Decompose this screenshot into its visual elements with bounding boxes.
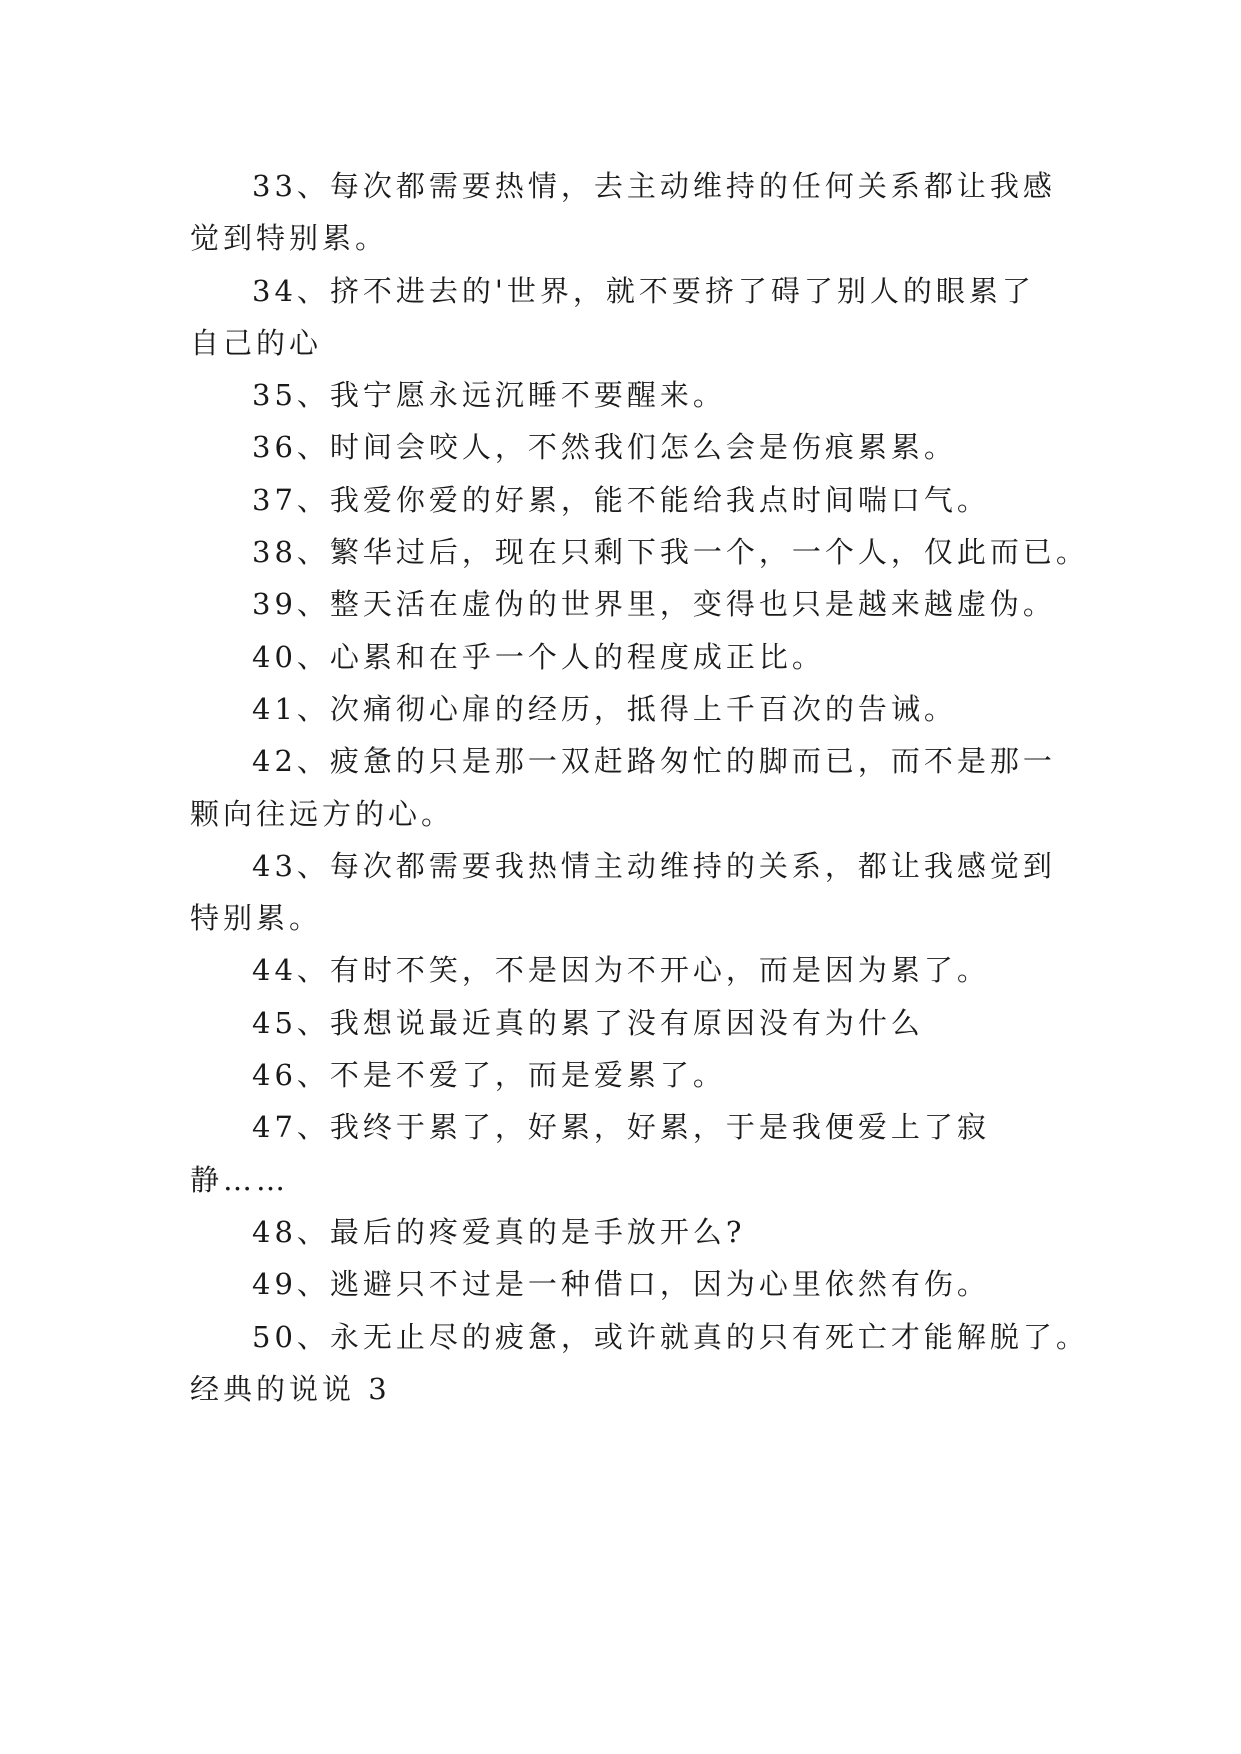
quote-line-first: 36、时间会咬人，不然我们怎么会是伤痕累累。 (252, 430, 957, 465)
quote-paragraph (190, 160, 1056, 265)
quote-paragraph (190, 1049, 1050, 1101)
quote-paragraph (190, 997, 1050, 1049)
quote-paragraph (190, 683, 1050, 735)
quote-line-first: 44、有时不笑，不是因为不开心，而是因为累了。 (252, 953, 990, 988)
quote-line-continuation: 觉到特别累。 (190, 221, 389, 256)
quote-line-first: 37、我爱你爱的好累，能不能给我点时间喘口气。 (252, 482, 990, 517)
quote-paragraph (190, 840, 1056, 945)
quote-paragraph (190, 1258, 1050, 1310)
quote-line-first: 34、挤不进去的'世界，就不要挤了碍了别人的眼累了 (252, 273, 1035, 308)
quote-paragraph (190, 631, 1050, 683)
quote-line-first: 40、心累和在乎一个人的程度成正比。 (252, 639, 825, 674)
quote-paragraph (190, 735, 1056, 840)
quote-paragraph (190, 526, 1089, 578)
quote-paragraph (190, 265, 1050, 370)
quote-line-first: 42、疲惫的只是那一双赶路匆忙的脚而已，而不是那一 (252, 744, 1056, 779)
quote-line-first: 45、我想说最近真的累了没有原因没有为什么 (252, 1005, 924, 1040)
quote-line-continuation: 自己的心 (190, 325, 323, 360)
quote-line-first: 50、永无止尽的疲惫，或许就真的只有死亡才能解脱了。 (252, 1319, 1089, 1354)
quote-line-first: 48、最后的疼爱真的是手放开么? (252, 1214, 746, 1249)
quote-line-first: 43、每次都需要我热情主动维持的关系，都让我感觉到 (252, 848, 1056, 883)
quote-line-continuation: 特别累。 (190, 901, 323, 936)
quote-paragraph (190, 578, 1056, 630)
quote-line-first: 35、我宁愿永远沉睡不要醒来。 (252, 378, 726, 413)
quote-paragraph (190, 1311, 1089, 1363)
quote-line-continuation: 颗向往远方的心。 (190, 796, 455, 831)
quote-paragraph (190, 421, 1050, 473)
section-heading: 经典的说说 3 (190, 1371, 391, 1406)
quote-paragraph (190, 944, 1050, 996)
quote-line-first: 39、整天活在虚伪的世界里，变得也只是越来越虚伪。 (252, 587, 1056, 622)
quote-line-first: 38、繁华过后，现在只剩下我一个，一个人，仅此而已。 (252, 535, 1089, 570)
quote-paragraph (190, 369, 1050, 421)
quote-line-first: 47、我终于累了，好累，好累，于是我便爱上了寂 (252, 1110, 990, 1145)
quote-line-first: 46、不是不爱了，而是爱累了。 (252, 1058, 726, 1093)
quote-paragraph (190, 1206, 1050, 1258)
document-body (190, 160, 1089, 1415)
quote-paragraph (190, 474, 1050, 526)
quote-line-first: 33、每次都需要热情，去主动维持的任何关系都让我感 (252, 169, 1056, 203)
quote-line-continuation: 静…… (190, 1162, 290, 1197)
quote-paragraph (190, 1101, 1050, 1206)
quote-line-first: 49、逃避只不过是一种借口，因为心里依然有伤。 (252, 1267, 990, 1302)
quote-line-first: 41、次痛彻心扉的经历，抵得上千百次的告诫。 (252, 691, 957, 726)
